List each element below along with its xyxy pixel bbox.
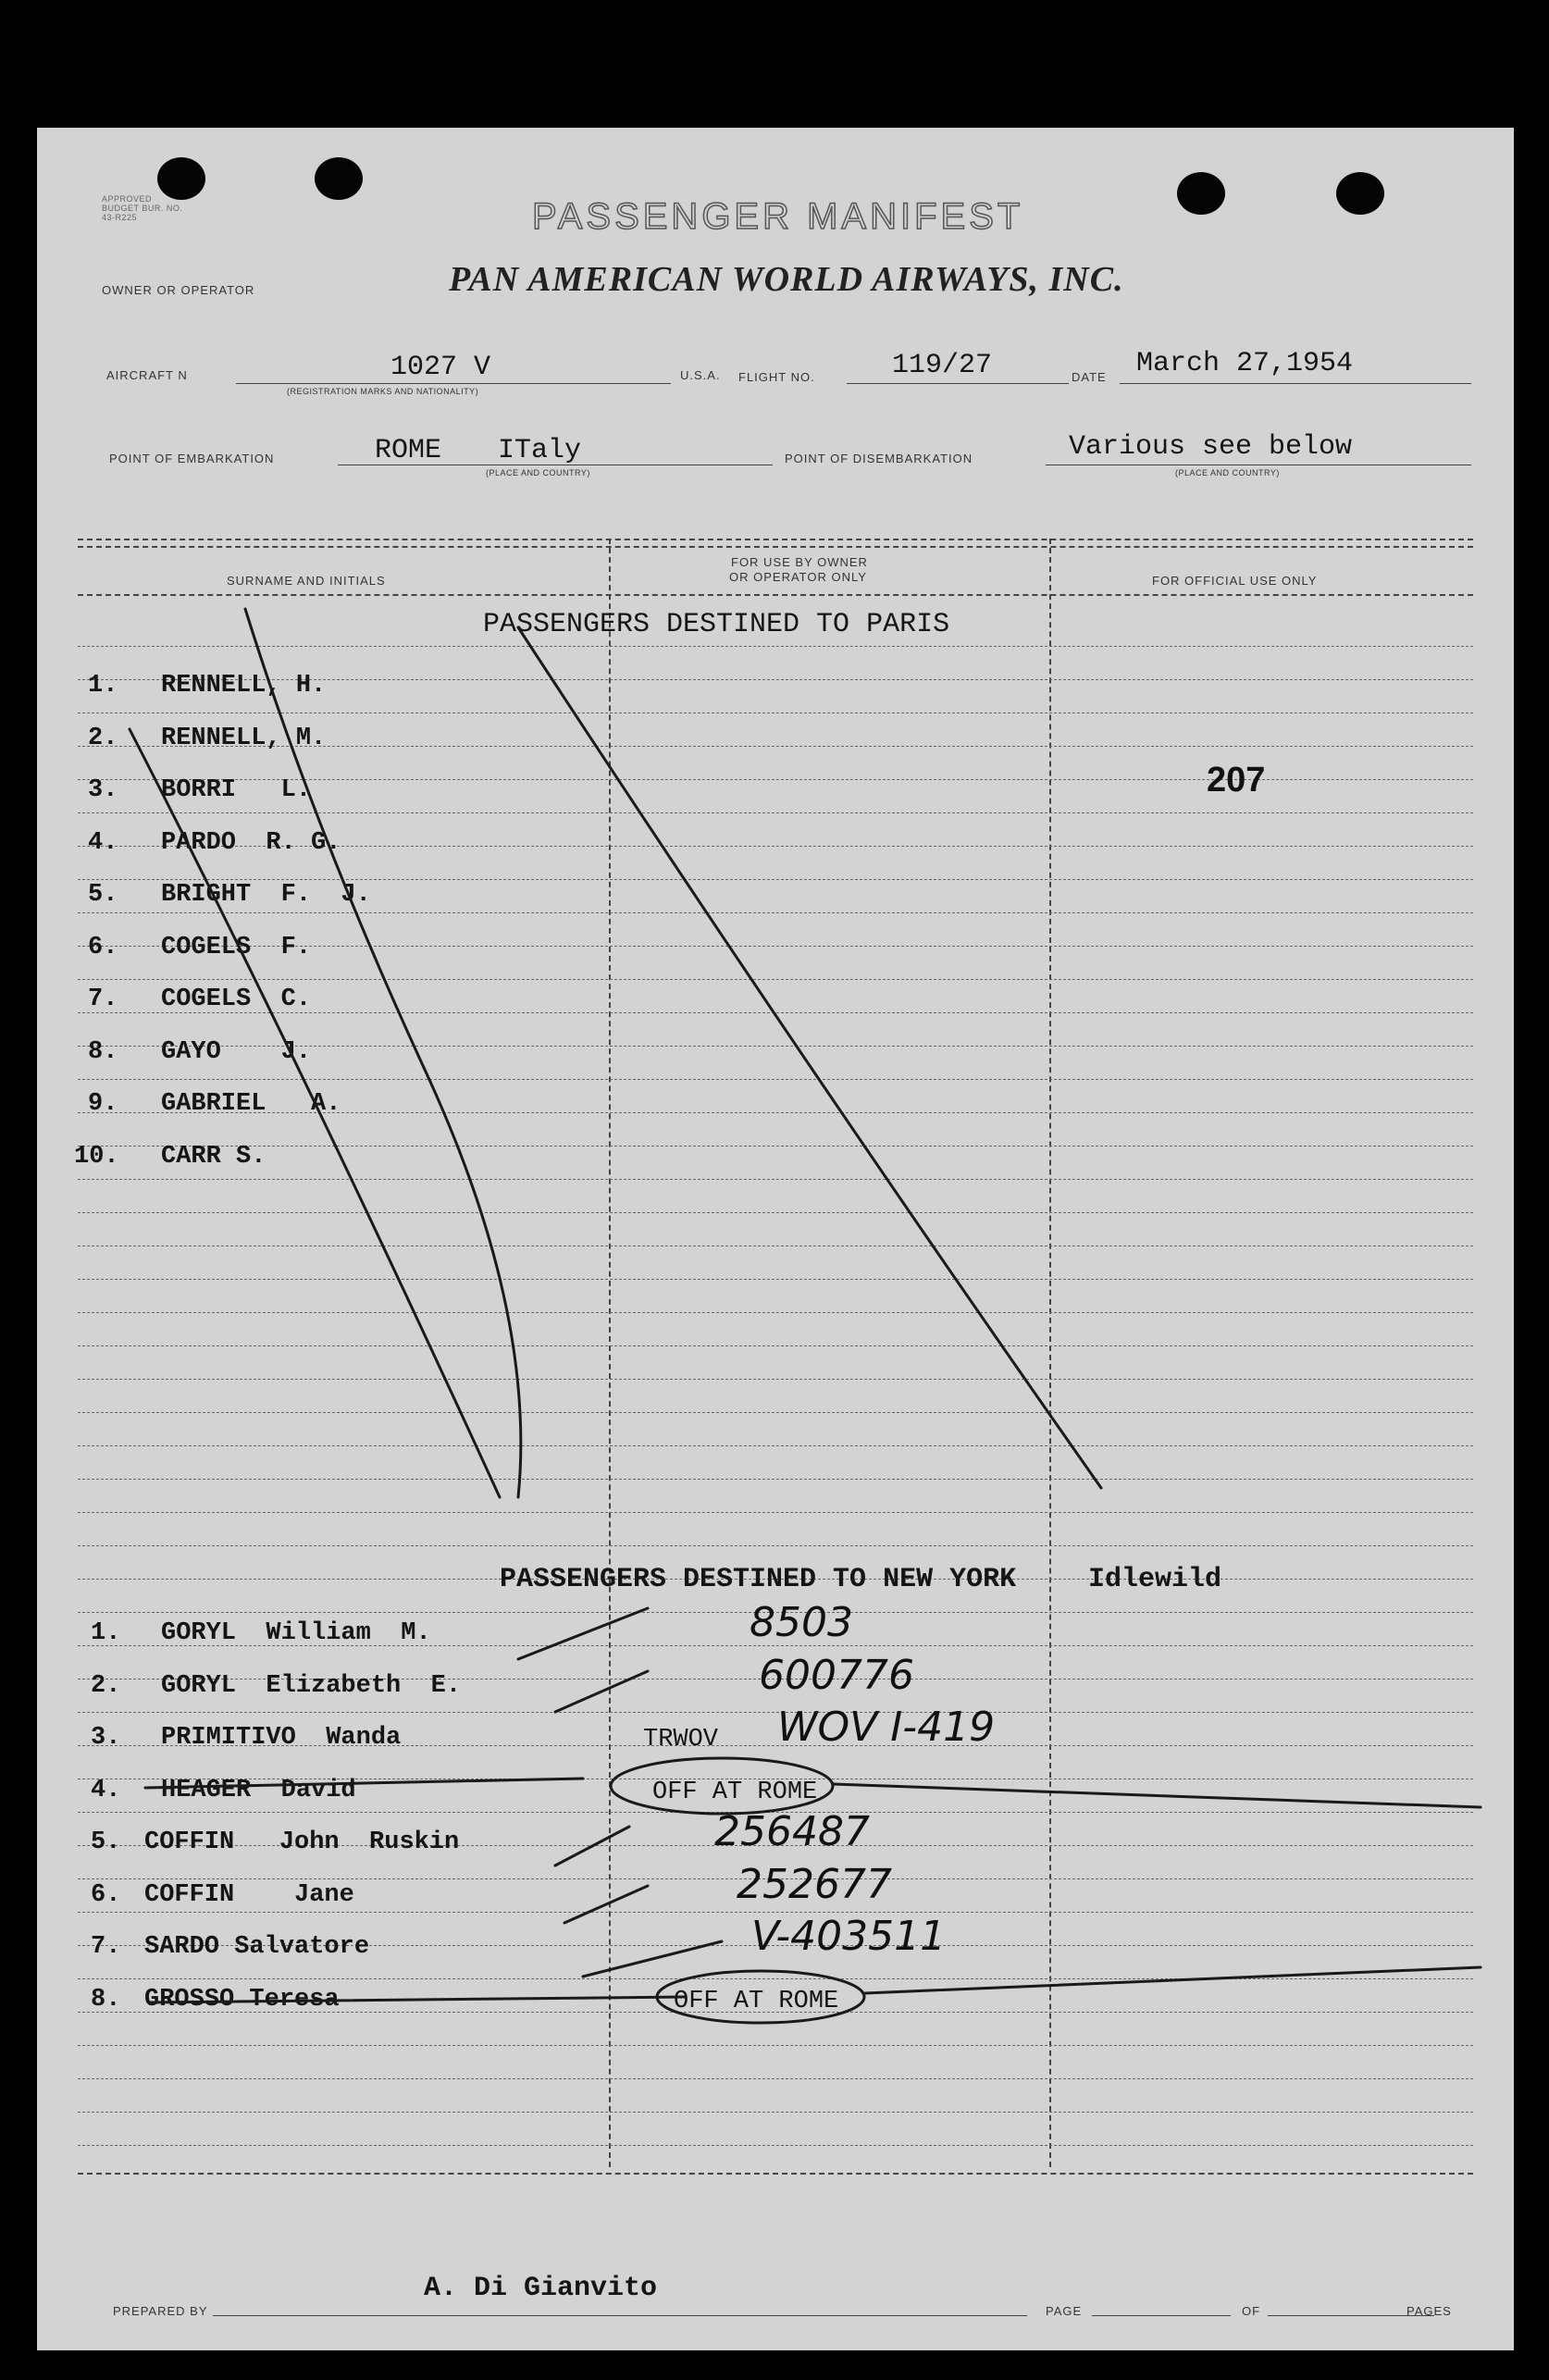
flight-date: March 27,1954 bbox=[1136, 348, 1354, 379]
page-label: PAGE bbox=[1046, 2304, 1083, 2318]
ny-passenger-ticket: 600776 bbox=[759, 1651, 914, 1699]
ny-passenger-note: OFF AT ROME bbox=[674, 1987, 839, 2015]
paris-passenger-name: GABRIEL A. bbox=[161, 1090, 341, 1118]
paris-passenger-name: BRIGHT F. J. bbox=[161, 881, 371, 909]
aircraft-label: AIRCRAFT N bbox=[106, 368, 188, 382]
off-at-rome-circle bbox=[611, 1758, 833, 1814]
paris-passenger-number: 3. bbox=[88, 776, 118, 804]
disembarkation-value: Various see below bbox=[1069, 431, 1353, 463]
stamp-line: APPROVED bbox=[102, 194, 153, 204]
ny-passenger-note: OFF AT ROME bbox=[652, 1778, 818, 1806]
ny-passenger-number: 6. bbox=[91, 1880, 121, 1909]
ny-passenger-ticket: 256487 bbox=[714, 1808, 870, 1855]
tick-stroke bbox=[583, 1941, 722, 1977]
column-header-owner-use: FOR USE BY OWNER bbox=[731, 555, 868, 569]
ny-passenger-name: GORYL William M. bbox=[161, 1619, 431, 1647]
page-underline bbox=[1092, 2315, 1231, 2316]
paris-passenger-name: RENNELL, H. bbox=[161, 672, 327, 700]
embarkation-city: ROME bbox=[375, 435, 442, 466]
ny-passenger-name: GROSSO Teresa bbox=[144, 1985, 340, 2014]
embarkation-country: ITaly bbox=[498, 435, 582, 466]
prepared-by-label: PREPARED BY bbox=[113, 2304, 208, 2318]
ny-passenger-name: SARDO Salvatore bbox=[144, 1933, 370, 1961]
paris-passenger-number: 5. bbox=[88, 881, 118, 909]
ny-passenger-ticket: 252677 bbox=[737, 1860, 892, 1908]
paris-passenger-number: 9. bbox=[88, 1090, 118, 1118]
ny-section-header: PASSENGERS DESTINED TO NEW YORK bbox=[500, 1564, 1017, 1595]
owner-label: OWNER OR OPERATOR bbox=[102, 283, 255, 297]
ny-passenger-number: 8. bbox=[91, 1985, 121, 2014]
paris-passenger-name: COGELS F. bbox=[161, 933, 312, 961]
ny-passenger-number: 3. bbox=[91, 1724, 121, 1752]
stamp-line: 43-R225 bbox=[102, 213, 138, 222]
ny-passenger-number: 1. bbox=[91, 1619, 121, 1647]
prepared-by-underline bbox=[213, 2315, 1027, 2316]
column-header-owner-use: OR OPERATOR ONLY bbox=[729, 570, 867, 584]
ny-passenger-name: PRIMITIVO Wanda bbox=[161, 1724, 402, 1752]
tick-stroke bbox=[564, 1886, 648, 1923]
paris-passenger-name: BORRI L. bbox=[161, 776, 312, 804]
paris-section-header: PASSENGERS DESTINED TO PARIS bbox=[483, 609, 950, 640]
paris-passenger-name: GAYO J. bbox=[161, 1037, 312, 1066]
paris-passenger-number: 8. bbox=[88, 1037, 118, 1066]
tick-stroke bbox=[555, 1671, 648, 1712]
column-header-official: FOR OFFICIAL USE ONLY bbox=[1152, 574, 1318, 588]
ny-passenger-number: 7. bbox=[91, 1933, 121, 1961]
aircraft-sublabel: (REGISTRATION MARKS AND NATIONALITY) bbox=[287, 387, 479, 396]
handwritten-marks bbox=[37, 128, 1514, 2350]
ny-passenger-note: TRWOV bbox=[643, 1726, 719, 1754]
paris-passenger-number: 2. bbox=[88, 724, 118, 752]
date-label: DATE bbox=[1072, 370, 1107, 384]
strike-line bbox=[865, 1967, 1481, 1993]
paris-passenger-name: CARR S. bbox=[161, 1142, 266, 1171]
of-label: OF bbox=[1242, 2304, 1261, 2318]
ny-passenger-name: GORYL Elizabeth E. bbox=[161, 1671, 462, 1700]
manifest-sheet bbox=[37, 128, 1514, 2350]
ny-passenger-name: HEAGER David bbox=[161, 1776, 356, 1804]
tick-stroke bbox=[555, 1827, 629, 1866]
strike-line-grosso bbox=[150, 1997, 685, 2002]
paris-passenger-number: 10. bbox=[74, 1142, 119, 1171]
column-header-surname: SURNAME AND INITIALS bbox=[227, 574, 386, 588]
paris-passenger-number: 1. bbox=[88, 672, 118, 700]
prepared-by-name: A. Di Gianvito bbox=[424, 2273, 658, 2304]
ny-passenger-ticket: V-403511 bbox=[751, 1913, 947, 1960]
paris-passenger-number: 6. bbox=[88, 933, 118, 961]
flight-number: 119/27 bbox=[892, 350, 993, 381]
aircraft-value: 1027 V bbox=[390, 352, 491, 383]
strike-line-heager bbox=[145, 1779, 583, 1788]
off-at-rome-circle bbox=[657, 1971, 864, 2023]
ny-passenger-ticket: 8503 bbox=[750, 1599, 853, 1646]
paris-strike-line bbox=[245, 609, 521, 1497]
ny-passenger-ticket: WOV I-419 bbox=[777, 1704, 996, 1751]
disembarkation-label: POINT OF DISEMBARKATION bbox=[785, 452, 973, 465]
ny-passenger-number: 4. bbox=[91, 1776, 121, 1804]
official-number: 207 bbox=[1207, 761, 1266, 800]
ny-airport: Idlewild bbox=[1088, 1564, 1222, 1595]
paris-passenger-name: COGELS C. bbox=[161, 985, 312, 1013]
paris-passenger-name: RENNELL, M. bbox=[161, 724, 327, 752]
strike-line bbox=[833, 1784, 1481, 1807]
embarkation-sublabel: (PLACE AND COUNTRY) bbox=[486, 468, 590, 477]
usa-label: U.S.A. bbox=[680, 368, 721, 382]
stamp-line: BUDGET BUR. NO. bbox=[102, 204, 183, 213]
tick-stroke bbox=[518, 1608, 648, 1659]
paris-passenger-number: 4. bbox=[88, 828, 118, 857]
pages-label: PAGES bbox=[1406, 2304, 1452, 2318]
ny-passenger-number: 5. bbox=[91, 1828, 121, 1856]
form-title: PASSENGER MANIFEST bbox=[532, 196, 1024, 237]
embarkation-label: POINT OF EMBARKATION bbox=[109, 452, 275, 465]
paris-passenger-name: PARDO R. G. bbox=[161, 828, 341, 857]
paris-strike-line bbox=[518, 627, 1101, 1488]
disembarkation-sublabel: (PLACE AND COUNTRY) bbox=[1175, 468, 1280, 477]
ny-passenger-name: COFFIN John Ruskin bbox=[144, 1828, 460, 1856]
flight-label: FLIGHT NO. bbox=[738, 370, 815, 384]
ny-passenger-name: COFFIN Jane bbox=[144, 1880, 354, 1909]
owner-name: PAN AMERICAN WORLD AIRWAYS, INC. bbox=[449, 260, 1124, 299]
ny-passenger-number: 2. bbox=[91, 1671, 121, 1700]
paris-passenger-number: 7. bbox=[88, 985, 118, 1013]
